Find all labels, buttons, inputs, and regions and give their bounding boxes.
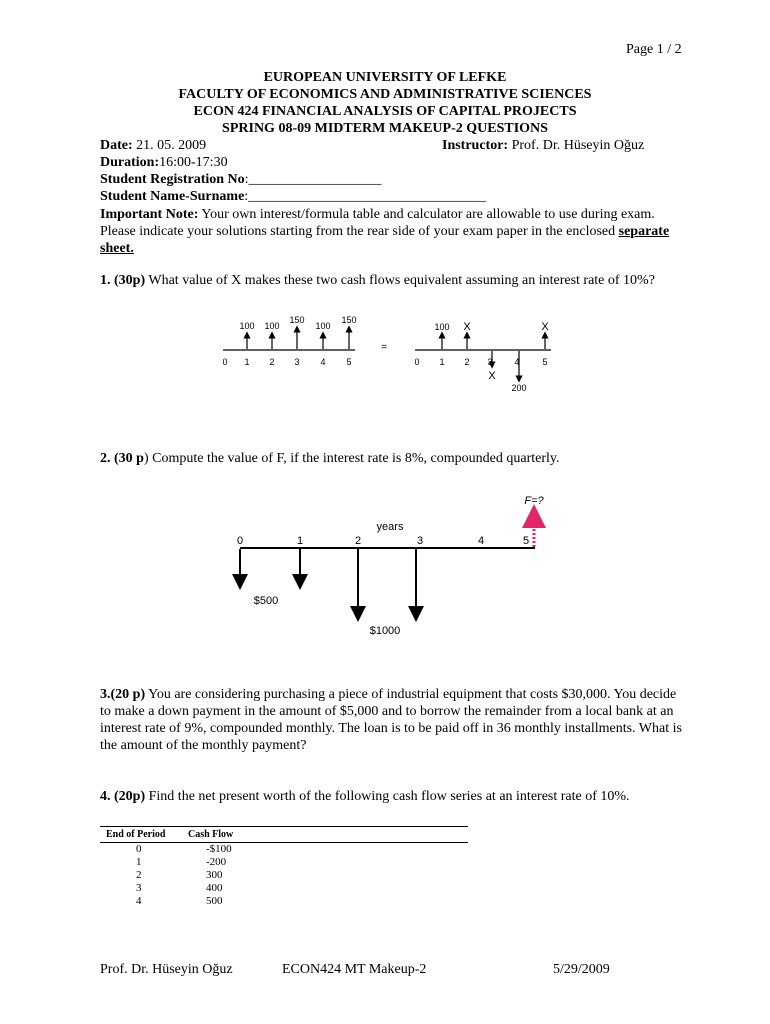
q1-right-period-0: 0: [414, 357, 420, 367]
q1-right-up-1: 100: [434, 322, 450, 332]
q1-left-flow-1: 100: [239, 321, 255, 331]
table-header: [100, 827, 468, 842]
period-cell: 0: [136, 843, 142, 855]
table-row: [100, 843, 468, 856]
table-body: [100, 843, 468, 908]
note-text: Your own interest/formula table and calculator are allowable to use during exam.: [198, 207, 655, 222]
q1-left-flow-3: 150: [289, 315, 305, 325]
footer-course: ECON424 MT Makeup-2: [282, 962, 427, 977]
q2-period-2: 2: [354, 535, 362, 547]
q1-right-up-5: X: [541, 321, 549, 333]
question-1: [100, 272, 690, 289]
note-line2: Please indicate your solutions starting from the rear side of your exam paper in the enclosed: [100, 224, 619, 239]
equals-sign: =: [381, 342, 387, 353]
q1-text: What value of X makes these two cash flows equivalent assuming an interest rate of 10%?: [145, 273, 655, 288]
q1-left-period-0: 0: [222, 357, 228, 367]
cash-flow-cell: -200: [206, 856, 227, 868]
date-label: Date:: [100, 138, 133, 153]
duration-line: [100, 155, 228, 171]
q2-period-4: 4: [477, 535, 485, 547]
q1-right-down-3: X: [488, 370, 496, 382]
period-cell: 2: [136, 869, 142, 881]
footer-author: Prof. Dr. Hüseyin Oğuz: [100, 962, 233, 977]
table-row: [100, 895, 468, 908]
q1-cash-flow-diagrams: [215, 315, 565, 395]
cash-flow-cell: 500: [206, 895, 223, 907]
q2-period-5: 5: [522, 535, 530, 547]
note-label: Important Note:: [100, 207, 199, 222]
q1-right-period-3: 3: [487, 357, 493, 367]
instructor-line: [442, 138, 644, 154]
q1-left-flow-5: 150: [341, 315, 357, 325]
q1-right-period-5: 5: [542, 357, 548, 367]
small-amount-label: $500: [253, 595, 279, 607]
q1-right-up-2: X: [463, 321, 471, 333]
q2-period-0: 0: [236, 535, 244, 547]
name-line: [100, 189, 486, 205]
faculty-name: FACULTY OF ECONOMICS AND ADMINISTRATIVE SCIENCES: [178, 87, 592, 102]
header-end-of-period: End of Period: [106, 829, 166, 840]
years-label: years: [376, 521, 404, 533]
q2-period-3: 3: [416, 535, 424, 547]
q1-left-period-2: 2: [269, 357, 275, 367]
q1-right-period-2: 2: [464, 357, 470, 367]
cash-flow-cell: -$100: [206, 843, 232, 855]
period-cell: 4: [136, 895, 142, 907]
cash-flow-cell: 300: [206, 869, 223, 881]
q2-cash-flow-diagram: [220, 490, 570, 650]
large-amount-label: $1000: [369, 625, 401, 637]
q1-left-flow-2: 100: [264, 321, 280, 331]
university-name: EUROPEAN UNIVERSITY OF LEFKE: [263, 70, 507, 85]
header-cash-flow: Cash Flow: [188, 829, 234, 840]
duration-label: Duration:: [100, 155, 160, 170]
table-row: [100, 869, 468, 882]
q1-left-period-1: 1: [244, 357, 250, 367]
registration-line: [100, 172, 382, 188]
q1-label: 1. (30p): [100, 273, 146, 288]
future-value-label: F=?: [524, 495, 544, 507]
name-label: Student Name-Surname: [100, 189, 245, 204]
q4-label: 4. (20p): [100, 789, 146, 804]
page-number: Page 1 / 2: [626, 42, 682, 57]
q1-left-period-5: 5: [346, 357, 352, 367]
course-title: ECON 424 FINANCIAL ANALYSIS OF CAPITAL PROJECTS: [193, 104, 577, 119]
instructor-value: Prof. Dr. Hüseyin Oğuz: [508, 138, 645, 153]
table-row: [100, 856, 468, 869]
period-cell: 1: [136, 856, 142, 868]
date-value: 21. 05. 2009: [132, 138, 207, 153]
q2-label: 2. (30 p: [100, 451, 144, 466]
cash-flow-cell: 400: [206, 882, 223, 894]
footer-date: 5/29/2009: [553, 962, 610, 977]
question-2: [100, 450, 690, 467]
q2-text: ) Compute the value of F, if the interest rate is 8%, compounded quarterly.: [143, 451, 560, 466]
q1-left-flow-4: 100: [315, 321, 331, 331]
exam-title: SPRING 08-09 MIDTERM MAKEUP-2 QUESTIONS: [222, 121, 548, 136]
q4-text: Find the net present worth of the following cash flow series at an interest rate of 10%.: [145, 789, 630, 804]
q3-label: 3.(20 p): [100, 687, 146, 702]
question-3: [100, 686, 690, 754]
registration-blank: :___________________: [244, 172, 382, 187]
q1-left-period-3: 3: [294, 357, 300, 367]
q1-left-period-4: 4: [320, 357, 326, 367]
q3-text: You are considering purchasing a piece of industrial equipment that costs $30,000. You decide to make a down payment in the amount of $5,000 and to borrow the remainder from a local bank at an interest rate of 9%, compounded monthly. The loan is to be paid off in 36 monthly installments. What is the amount of the monthly payment?: [100, 687, 682, 753]
table-row: [100, 882, 468, 895]
date-line: [100, 138, 206, 154]
registration-label: Student Registration No: [100, 172, 245, 187]
period-cell: 3: [136, 882, 142, 894]
separate-sheet: separate sheet.: [100, 224, 670, 256]
question-4: [100, 788, 690, 805]
cash-flow-table: [100, 826, 468, 908]
name-blank: :__________________________________: [244, 189, 487, 204]
q1-right-down-4: 200: [511, 383, 527, 393]
q2-period-1: 1: [296, 535, 304, 547]
duration-value: 16:00-17:30: [159, 155, 228, 170]
instructor-label: Instructor:: [442, 138, 509, 153]
important-note: [100, 206, 690, 257]
q1-right-period-4: 4: [514, 357, 520, 367]
q1-right-period-1: 1: [439, 357, 445, 367]
